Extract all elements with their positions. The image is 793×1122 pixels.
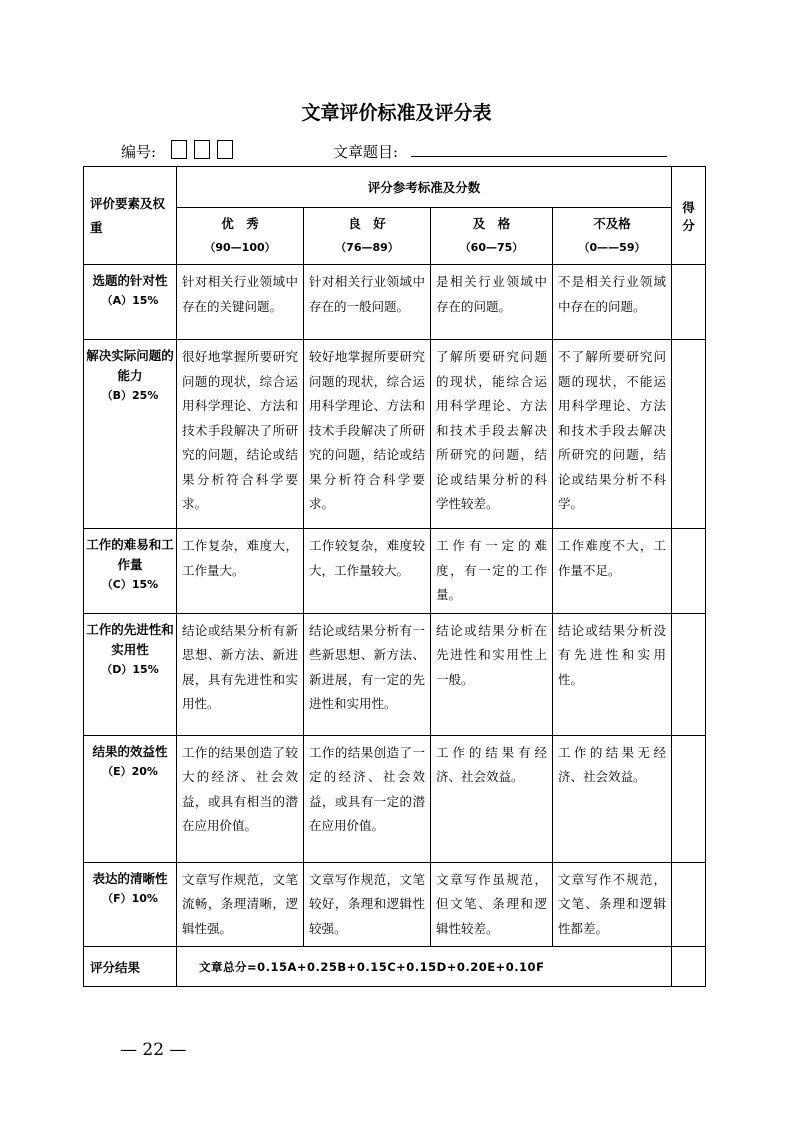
criterion-weight: （F）10% <box>102 891 158 905</box>
grade-description: 工作的结果无经济、社会效益。 <box>553 735 672 862</box>
criterion-weight: （E）20% <box>102 764 158 778</box>
factor-header: 评价要素及权重 <box>84 167 177 265</box>
summary-label: 评分结果 <box>84 947 177 987</box>
summary-formula: 文章总分=0.15A+0.25B+0.15C+0.15D+0.20E+0.10F <box>177 947 672 987</box>
criterion-name: 结果的效益性 <box>92 743 168 759</box>
grade-range: （76—89） <box>335 241 399 254</box>
number-box-3[interactable] <box>217 140 233 159</box>
score-header: 得分 <box>672 167 706 265</box>
grade-description: 工作有一定的难度，有一定的工作量。 <box>431 529 553 614</box>
grade-description: 文章写作不规范，文笔、条理和逻辑性都差。 <box>553 862 672 947</box>
criteria-row <box>84 613 706 735</box>
score-cell[interactable] <box>672 340 706 529</box>
total-score-cell[interactable] <box>672 947 706 987</box>
page-number: — 22 — <box>120 1040 187 1060</box>
grade-header-3 <box>553 208 672 265</box>
criterion-cell <box>84 613 177 735</box>
score-cell[interactable] <box>672 265 706 340</box>
criterion-name: 工作的难易和工作量 <box>86 537 174 572</box>
number-label: 编号: <box>121 143 157 161</box>
document-title: 文章评价标准及评分表 <box>301 102 492 124</box>
score-cell[interactable] <box>672 862 706 947</box>
criterion-weight: （B）25% <box>101 389 159 402</box>
grade-range: （60—75） <box>459 241 524 254</box>
grade-header-0 <box>177 208 304 265</box>
grade-description: 工作难度不大，工作量不足。 <box>553 529 672 614</box>
grade-description: 是相关行业领域中存在的问题。 <box>431 265 553 340</box>
criterion-weight: （C）15% <box>101 578 159 591</box>
grade-description: 工作较复杂，难度较大，工作量较大。 <box>304 529 431 614</box>
grade-description: 不了解所要研究问题的现状，不能运用科学理论、方法和技术手段去解决所研究的问题，结论或结果分析不科学。 <box>553 340 672 529</box>
grade-description: 工作的结果有经济、社会效益。 <box>431 735 553 862</box>
criteria-row <box>84 265 706 340</box>
grade-description: 工作的结果创造了一定的经济、社会效益，或具有一定的潜在应用价值。 <box>304 735 431 862</box>
grade-description: 结论或结果分析有新思想、新方法、新进展，具有先进性和实用性。 <box>177 613 304 735</box>
grade-range: （0——59） <box>578 241 646 254</box>
criterion-cell <box>84 862 177 947</box>
grade-name: 及 格 <box>472 216 511 231</box>
criterion-weight: （A）15% <box>101 294 159 307</box>
grade-description: 了解所要研究问题的现状，能综合运用科学理论、方法和技术手段去解决所研究的问题，结论或结果分析的科学性较差。 <box>431 340 553 529</box>
score-cell[interactable] <box>672 613 706 735</box>
subject-field[interactable] <box>411 156 667 157</box>
grade-description: 较好地掌握所要研究问题的现状，综合运用科学理论、方法和技术手段解决了所研究的问题，结论或结果分析符合科学要求。 <box>304 340 431 529</box>
criterion-cell <box>84 265 177 340</box>
grade-description: 工作的结果创造了较大的经济、社会效益，或具有相当的潜在应用价值。 <box>177 735 304 862</box>
standard-header: 评分参考标准及分数 <box>177 167 672 208</box>
number-box-1[interactable] <box>171 140 187 159</box>
grade-range: （90—100） <box>204 241 276 254</box>
grade-description: 很好地掌握所要研究问题的现状，综合运用科学理论、方法和技术手段解决了所研究的问题，结论或结果分析符合科学要求。 <box>177 340 304 529</box>
grade-description: 不是相关行业领域中存在的问题。 <box>553 265 672 340</box>
grade-description: 工作复杂，难度大，工作量大。 <box>177 529 304 614</box>
grade-header-2 <box>431 208 553 265</box>
score-cell[interactable] <box>672 529 706 614</box>
grade-description: 针对相关行业领域中存在的一般问题。 <box>304 265 431 340</box>
criterion-name: 解决实际问题的能力 <box>86 348 174 383</box>
score-cell[interactable] <box>672 735 706 862</box>
number-box-2[interactable] <box>194 140 210 159</box>
grade-description: 针对相关行业领域中存在的关键问题。 <box>177 265 304 340</box>
subject-label: 文章题目: <box>333 143 399 161</box>
criterion-name: 选题的针对性 <box>92 273 168 288</box>
grade-description: 文章写作规范，文笔流畅，条理清晰，逻辑性强。 <box>177 862 304 947</box>
criterion-name: 工作的先进性和实用性 <box>86 621 174 657</box>
grade-header-1 <box>304 208 431 265</box>
grade-name: 优 秀 <box>221 216 259 231</box>
criteria-row <box>84 529 706 614</box>
grade-name: 良 好 <box>348 216 386 231</box>
grade-description: 文章写作规范，文笔较好，条理和逻辑性较强。 <box>304 862 431 947</box>
grade-name: 不及格 <box>593 216 631 231</box>
criterion-cell <box>84 340 177 529</box>
criteria-row <box>84 340 706 529</box>
evaluation-table <box>83 166 706 987</box>
criteria-row <box>84 735 706 862</box>
grade-description: 结论或结果分析有一些新思想、新方法、新进展，有一定的先进性和实用性。 <box>304 613 431 735</box>
criterion-cell <box>84 529 177 614</box>
grade-description: 结论或结果分析没有先进性和实用性。 <box>553 613 672 735</box>
criterion-name: 表达的清晰性 <box>92 870 168 886</box>
grade-description: 文章写作虽规范，但文笔、条理和逻辑性较差。 <box>431 862 553 947</box>
grade-description: 结论或结果分析在先进性和实用性上一般。 <box>431 613 553 735</box>
criterion-cell <box>84 735 177 862</box>
criterion-weight: （D）15% <box>101 662 159 676</box>
criteria-row <box>84 862 706 947</box>
